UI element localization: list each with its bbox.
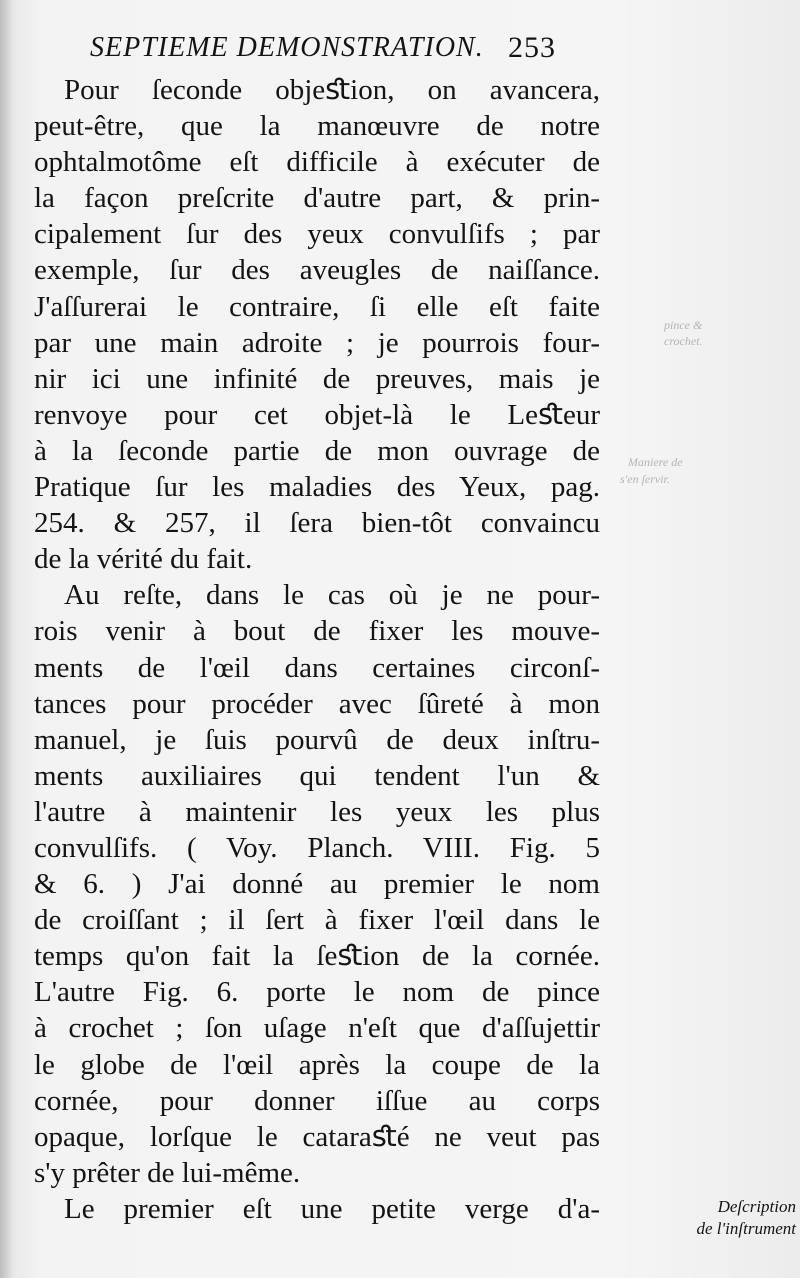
text-line: le globe de l'œil après la coupe de la	[34, 1048, 600, 1081]
text-line: tances pour procéder avec ſûreté à mon	[34, 687, 600, 720]
text-line: cornée, pour donner iſſue au corps	[34, 1084, 600, 1117]
text-line: manuel, je ſuis pourvû de deux inſtru-	[34, 723, 600, 756]
margin-note	[606, 1196, 796, 1240]
text-line: s'y prêter de lui-même.	[34, 1156, 301, 1189]
margin-note-line-2: de l'inſtrument	[696, 1219, 796, 1238]
text-line: Au reſte, dans le cas où je ne pour-	[64, 579, 600, 612]
text-line: l'autre à maintenir les yeux les plus	[34, 795, 600, 828]
running-header	[90, 26, 610, 70]
text-line: Pratique ſur les maladies des Yeux, pag.	[34, 471, 600, 504]
text-line: ophtalmotôme eſt difficile à exécuter de	[34, 146, 600, 179]
bleed-through-text: crochet.	[664, 334, 703, 348]
gutter-shadow	[0, 0, 14, 1278]
text-line: à crochet ; ſon uſage n'eſt que d'aſſujettir	[34, 1012, 600, 1045]
header-title: SEPTIEME DEMONSTRATION.	[90, 32, 484, 63]
text-line: à la ſeconde partie de mon ouvrage de	[34, 434, 600, 467]
text-line: de croiſſant ; il ſert à fixer l'œil dans le	[34, 904, 600, 937]
text-line: opaque, lorſque le cataraﬆé ne veut pas	[34, 1120, 600, 1153]
text-line: & 6. ) J'ai donné au premier le nom	[34, 868, 600, 901]
text-line: la façon preſcrite d'autre part, & prin-	[34, 182, 600, 215]
bleed-through-text: Maniere de	[628, 455, 683, 469]
text-line: cipalement ſur des yeux convulſifs ; par	[34, 218, 600, 251]
page-number: 253	[508, 31, 556, 64]
text-line: exemple, ſur des aveugles de naiſſance.	[34, 254, 600, 287]
text-line: 254. & 257, il ſera bien-tôt convaincu	[34, 507, 600, 540]
text-line: ments de l'œil dans certaines circonſ-	[34, 651, 600, 684]
text-line: Pour ſeconde objeﬆion, on avancera,	[64, 74, 600, 106]
text-line: nir ici une infinité de preuves, mais je	[34, 362, 600, 395]
text-line: peut-être, que la manœuvre de notre	[34, 110, 600, 143]
text-line: rois venir à bout de fixer les mouve-	[34, 615, 600, 648]
text-line: J'aſſurerai le contraire, ſi elle eſt faite	[34, 290, 600, 323]
margin-note-line-1: Deſcription	[717, 1197, 796, 1216]
bleed-through-text: pince &	[664, 318, 703, 332]
text-line: temps qu'on fait la ſeﬆion de la cornée.	[34, 940, 600, 973]
text-line: renvoye pour cet objet-là le Leﬆeur	[34, 398, 600, 431]
text-line: ments auxiliaires qui tendent l'un &	[34, 759, 600, 792]
text-line: convulſifs. ( Voy. Planch. VIII. Fig. 5	[34, 831, 600, 864]
body-text	[34, 72, 600, 1227]
bleed-through-text: s'en ſervir.	[620, 472, 670, 486]
text-line: L'autre Fig. 6. porte le nom de pince	[34, 976, 600, 1009]
text-line: de la vérité du fait.	[34, 543, 253, 576]
text-line: Le premier eſt une petite verge d'a-	[64, 1192, 600, 1225]
text-line: par une main adroite ; je pourrois four-	[34, 326, 600, 359]
